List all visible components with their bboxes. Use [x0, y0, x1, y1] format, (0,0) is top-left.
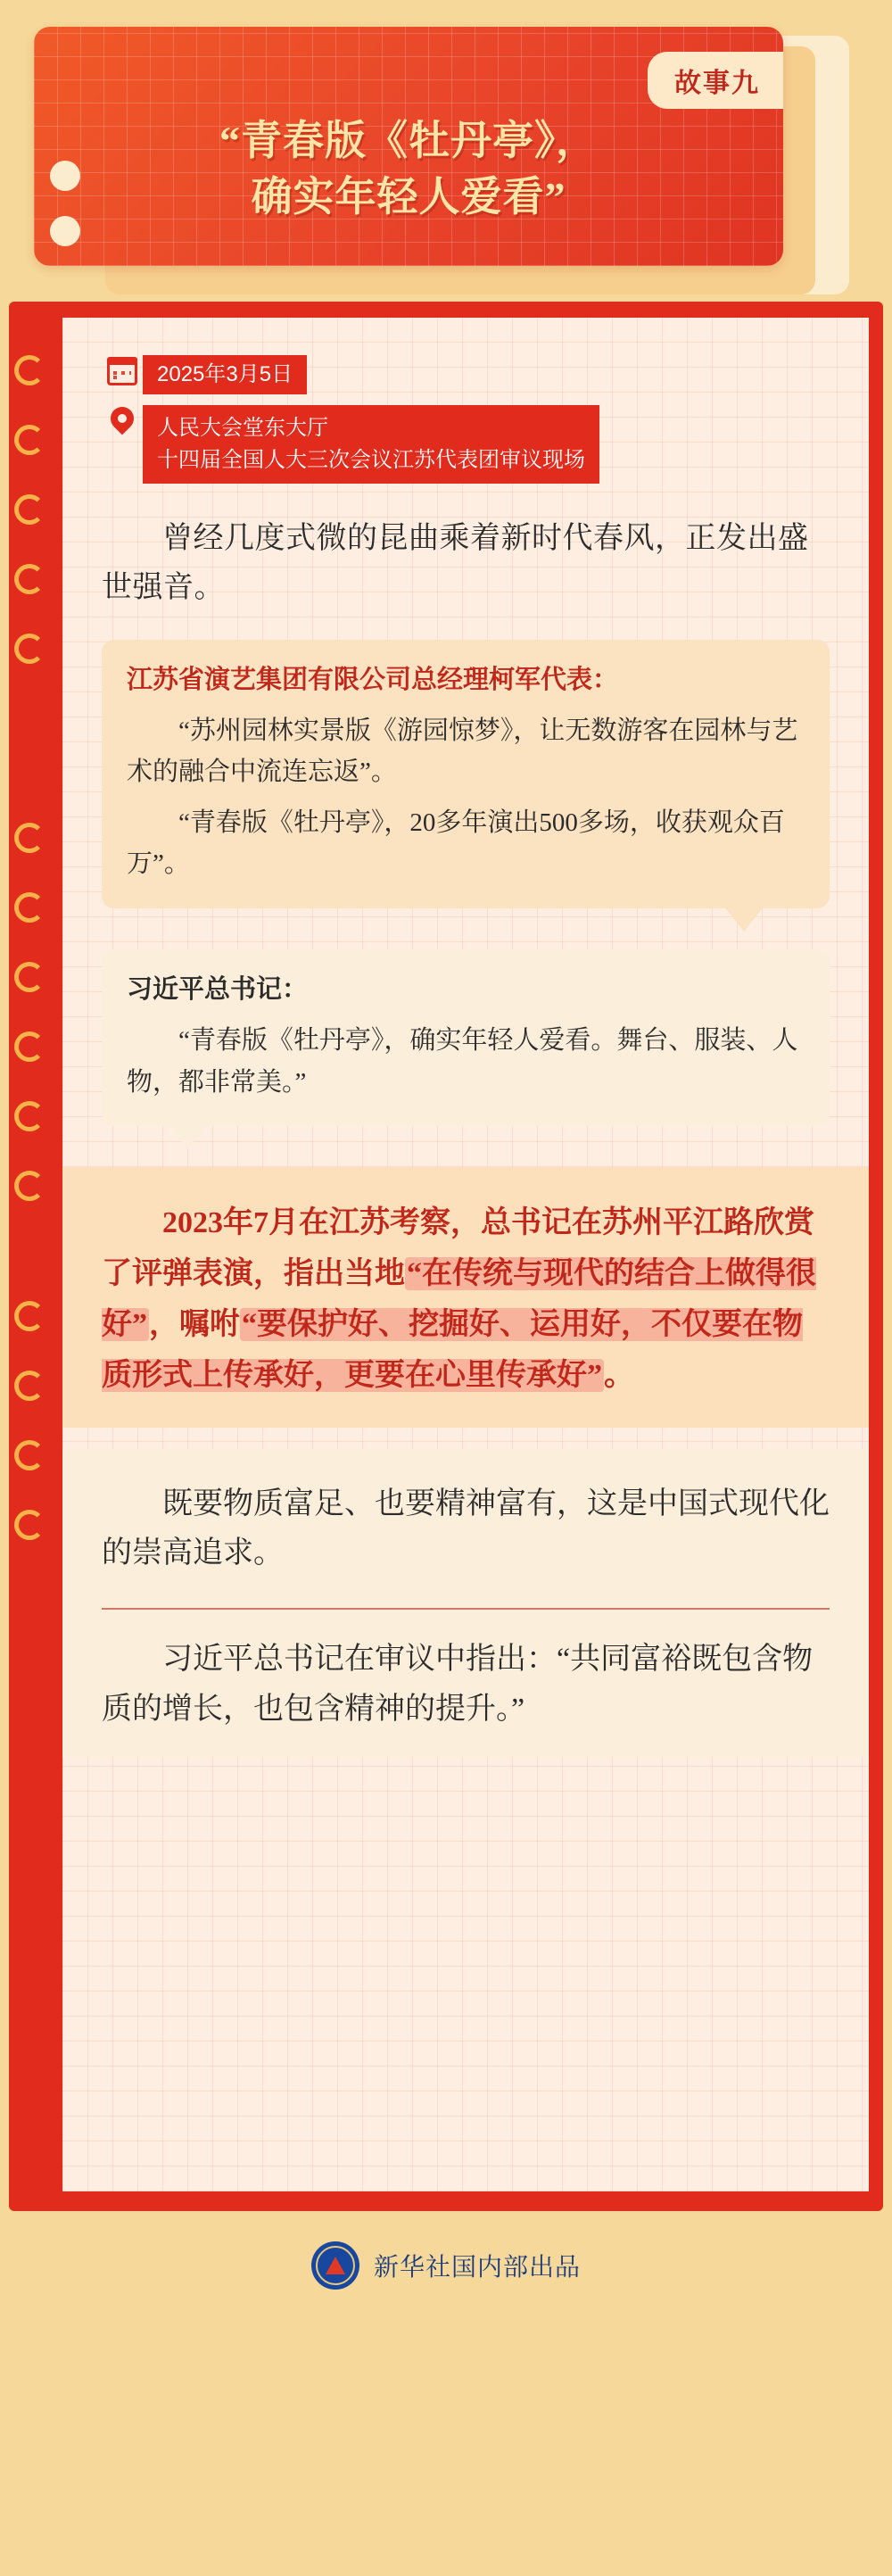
- highlight-quote-2: “要保护好、挖掘好、运用好，不仅要在物质形式上传承好，更要在心里传承好”: [102, 1308, 803, 1393]
- bubble-speaker-label: 习近平总书记：: [127, 974, 309, 1004]
- notebook-frame: [9, 302, 883, 2211]
- story-badge: 故事九: [648, 52, 783, 109]
- closing-paragraph: 习近平总书记在审议中指出：“共同富裕既包含物质的增长，也包含精神的提升。”: [102, 1643, 814, 1726]
- meta-date-row: [102, 355, 830, 394]
- quote-bubble-representative: [102, 640, 830, 908]
- punch-hole-icon: [50, 216, 80, 246]
- meta-block: [102, 355, 830, 484]
- meta-date-value: 2025年3月5日: [143, 355, 307, 394]
- xinhua-logo-icon: [311, 2241, 359, 2290]
- meta-location-line-1: 人民大会堂东大厅: [157, 416, 328, 441]
- binding-ring-icon: [14, 1031, 45, 1062]
- conclusion-section: [62, 1449, 869, 1756]
- binding-ring-icon: [14, 1510, 45, 1540]
- intro-paragraph: 曾经几度式微的昆曲乘着新时代春风，正发出盛世强音。: [102, 522, 809, 605]
- footer: [0, 2211, 892, 2325]
- highlight-quote-1: “在传统与现代的结合上做得很好”: [102, 1257, 816, 1342]
- spiral-binding: [14, 355, 57, 2175]
- binding-ring-icon: [14, 823, 45, 853]
- paper-sheet: [62, 318, 869, 2191]
- meta-location-line-2: 十四届全国人大三次会议江苏代表团审议现场: [157, 448, 585, 473]
- binding-ring-icon: [14, 1440, 45, 1470]
- binding-ring-icon: [14, 634, 45, 664]
- binding-ring-icon: [14, 1101, 45, 1131]
- punch-hole-icon: [50, 161, 80, 191]
- bubble-quote-1: “苏州园林实景版《游园惊梦》，让无数游客在园林与艺术的融合中流连忘返”。: [127, 716, 798, 787]
- highlight-suffix: 。: [604, 1359, 634, 1393]
- quote-bubble-general-secretary: [102, 949, 830, 1126]
- header-card-front: [34, 27, 783, 266]
- bubble-quote-1: “青春版《牡丹亭》，确实年轻人爱看。舞台、服装、人物，都非常美。”: [127, 1026, 798, 1097]
- bubble-quote-2: “青春版《牡丹亭》，20多年演出500多场，收获观众百万”。: [127, 808, 785, 879]
- binding-ring-icon: [14, 1371, 45, 1401]
- footer-text: 新华社国内部出品: [373, 2254, 581, 2282]
- page-title-line-2: 确实年轻人爱看”: [251, 174, 566, 220]
- binding-ring-icon: [14, 962, 45, 992]
- highlight-prefix: 2023年7月在江苏考察，总书记在苏州平江路欣赏了评弹表演，指出当地: [102, 1205, 814, 1290]
- conclusion-paragraph: 既要物质富足、也要精神富有，这是中国式现代化的崇高追求。: [102, 1487, 830, 1570]
- highlight-section: [62, 1167, 869, 1428]
- page-title-line-1: “青春版《牡丹亭》，: [219, 118, 598, 163]
- highlight-paragraph: [102, 1197, 830, 1401]
- binding-ring-icon: [14, 564, 45, 594]
- calendar-icon: [102, 355, 143, 385]
- highlight-mid: ，嘱咐: [149, 1308, 240, 1342]
- binding-ring-icon: [14, 355, 45, 385]
- binding-ring-icon: [14, 1301, 45, 1331]
- section-divider: [102, 1608, 830, 1610]
- page-title: [34, 112, 783, 226]
- bubble-speaker-label: 江苏省演艺集团有限公司总经理柯军代表：: [127, 665, 619, 694]
- binding-ring-icon: [14, 494, 45, 525]
- binding-ring-icon: [14, 425, 45, 455]
- meta-location-value: [143, 405, 599, 484]
- binding-ring-icon: [14, 892, 45, 923]
- binding-ring-icon: [14, 1171, 45, 1201]
- map-pin-icon: [102, 405, 143, 441]
- header-card-stack: [34, 27, 858, 294]
- meta-location-row: [102, 405, 830, 484]
